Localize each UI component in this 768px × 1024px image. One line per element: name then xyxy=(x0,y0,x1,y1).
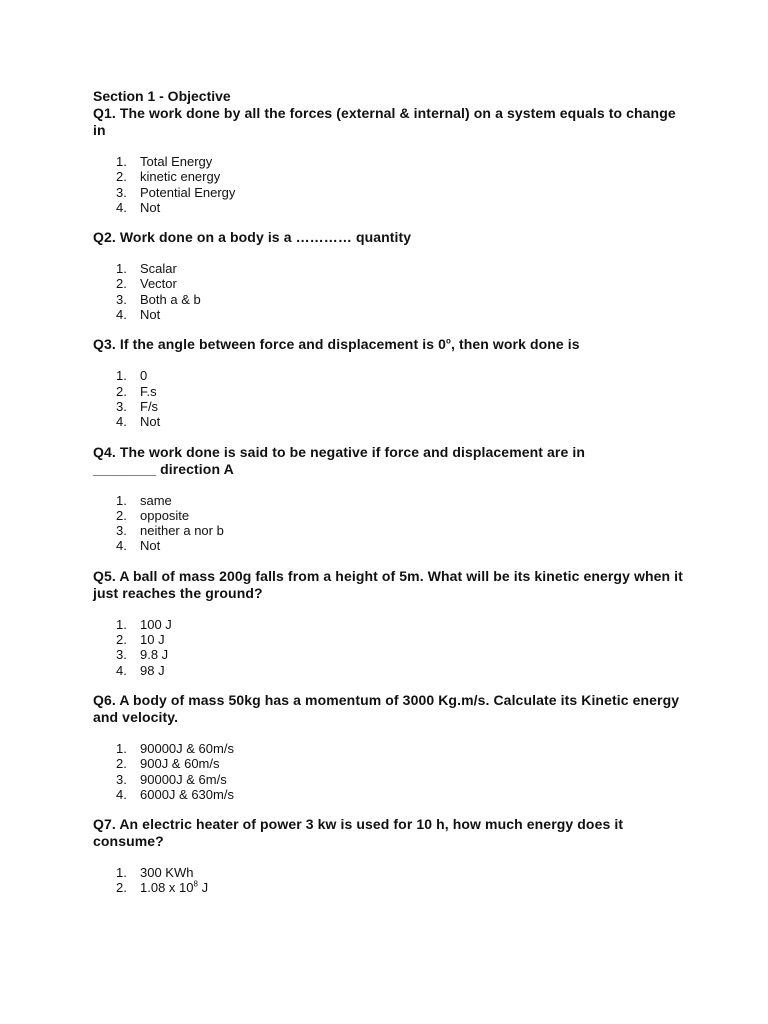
option-text: Scalar xyxy=(140,261,177,277)
option-text: Not xyxy=(140,414,161,430)
section-title: Section 1 - Objective xyxy=(93,88,231,104)
option-item xyxy=(93,276,683,291)
option-number: 2. xyxy=(116,383,127,399)
option-item xyxy=(93,414,683,429)
option-number: 2. xyxy=(116,169,127,185)
option-number: 4. xyxy=(116,414,127,430)
question-1-options xyxy=(93,154,683,215)
option-number: 3. xyxy=(116,291,127,307)
option-item xyxy=(93,508,683,523)
option-number: 1. xyxy=(116,368,127,384)
question-4 xyxy=(93,444,683,478)
option-text: 6000J & 630m/s xyxy=(140,786,234,802)
option-item xyxy=(93,617,683,632)
option-number: 3. xyxy=(116,398,127,414)
option-number: 1. xyxy=(116,492,127,508)
option-number: 1. xyxy=(116,154,127,169)
degree-sign: o xyxy=(445,336,451,346)
option-number: 4. xyxy=(116,199,127,215)
question-4-line-2: ________ direction A xyxy=(93,460,234,477)
option-item xyxy=(93,787,683,802)
document-body xyxy=(93,87,683,896)
question-7-options xyxy=(93,865,683,896)
option-item xyxy=(93,493,683,508)
option-text: Not xyxy=(140,199,161,215)
option-text: 0 xyxy=(140,368,148,384)
question-2-options xyxy=(93,261,683,322)
option-item xyxy=(93,399,683,414)
option-item xyxy=(93,663,683,678)
option-text: 9.8 J xyxy=(140,647,169,663)
option-text: 98 J xyxy=(140,662,165,678)
option-text: Not xyxy=(140,538,161,554)
option-text: 90000J & 6m/s xyxy=(140,771,227,787)
question-6-options xyxy=(93,741,683,802)
option-text: 300 KWh xyxy=(140,865,194,881)
option-item xyxy=(93,154,683,169)
option-text: same xyxy=(140,492,172,508)
option-item xyxy=(93,292,683,307)
question-3-text-end: , then work done is xyxy=(450,336,580,353)
option-text: Total Energy xyxy=(140,154,213,169)
option-item xyxy=(93,368,683,383)
question-7: Q7. An electric heater of power 3 kw is used for 10 h, how much energy does it consume? xyxy=(93,816,624,850)
option-number: 2. xyxy=(116,756,127,772)
option-item xyxy=(93,632,683,647)
question-2: Q2. Work done on a body is a ………… quantity xyxy=(93,229,412,246)
option-item xyxy=(93,185,683,200)
option-item xyxy=(93,756,683,771)
option-text: 100 J xyxy=(140,616,172,632)
option-number: 2. xyxy=(116,276,127,292)
option-item xyxy=(93,538,683,553)
option-text: Potential Energy xyxy=(140,184,236,200)
option-number: 4. xyxy=(116,786,127,802)
question-3 xyxy=(93,336,683,353)
option-item xyxy=(93,772,683,787)
option-text: 900J & 60m/s xyxy=(140,756,220,772)
option-number: 4. xyxy=(116,307,127,323)
option-number: 2. xyxy=(116,507,127,523)
option-text: 10 J xyxy=(140,632,165,648)
question-3-options xyxy=(93,368,683,429)
option-number: 3. xyxy=(116,771,127,787)
option-text-base: 1.08 x 10 xyxy=(140,880,194,896)
option-text-unit: J xyxy=(197,880,209,896)
option-number: 3. xyxy=(116,184,127,200)
option-text xyxy=(140,880,208,895)
exponent: 8 xyxy=(193,880,198,890)
option-item xyxy=(93,865,683,880)
option-number: 2. xyxy=(116,880,127,896)
option-text: kinetic energy xyxy=(140,169,221,185)
option-number: 1. xyxy=(116,865,127,881)
option-text: F/s xyxy=(140,398,159,414)
option-text: 90000J & 60m/s xyxy=(140,740,234,756)
option-text: Vector xyxy=(140,276,177,292)
option-item xyxy=(93,261,683,276)
option-number: 1. xyxy=(116,261,127,277)
option-item xyxy=(93,523,683,538)
question-5: Q5. A ball of mass 200g falls from a height of 5m. What will be its kinetic energy when it just reaches the ground? xyxy=(93,567,683,601)
question-5-options xyxy=(93,617,683,678)
option-item xyxy=(93,307,683,322)
option-item xyxy=(93,880,683,895)
option-text: F.s xyxy=(140,383,157,399)
option-number: 3. xyxy=(116,523,127,539)
question-6: Q6. A body of mass 50kg has a momentum of 3000 Kg.m/s. Calculate its Kinetic energy and velocity. xyxy=(93,691,680,725)
option-text: Not xyxy=(140,307,161,323)
question-4-options xyxy=(93,493,683,554)
question-4-line-1: Q4. The work done is said to be negative if force and displacement are in xyxy=(93,443,585,460)
option-number: 2. xyxy=(116,632,127,648)
option-item xyxy=(93,200,683,215)
option-item xyxy=(93,384,683,399)
option-number: 3. xyxy=(116,647,127,663)
option-item xyxy=(93,647,683,662)
option-number: 4. xyxy=(116,662,127,678)
option-text: opposite xyxy=(140,507,190,523)
option-number: 1. xyxy=(116,740,127,756)
option-text: neither a nor b xyxy=(140,523,224,539)
option-item xyxy=(93,169,683,184)
question-1: Q1. The work done by all the forces (external & internal) on a system equals to change in xyxy=(93,105,676,138)
option-item xyxy=(93,741,683,756)
question-3-text: Q3. If the angle between force and displacement is 0 xyxy=(93,336,446,353)
option-text: Both a & b xyxy=(140,291,201,307)
option-number: 1. xyxy=(116,616,127,632)
option-number: 4. xyxy=(116,538,127,554)
